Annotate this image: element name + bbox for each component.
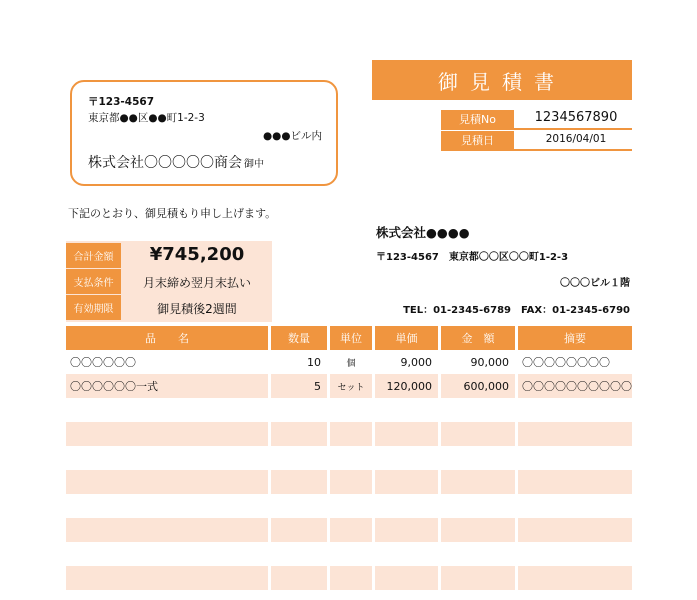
header-amount: 金 額 bbox=[441, 326, 515, 350]
empty-cell bbox=[375, 422, 438, 446]
empty-cell bbox=[66, 518, 268, 542]
empty-cell bbox=[518, 470, 632, 494]
estimate-date-label: 見積日 bbox=[441, 131, 514, 149]
recipient-address-line1: 東京都●●区●●町1-2-3 bbox=[88, 112, 205, 124]
recipient-honorific: 御中 bbox=[244, 159, 264, 170]
total-value: ¥745,200 bbox=[149, 244, 245, 265]
header-note: 摘要 bbox=[518, 326, 632, 350]
total-label: 合計金額 bbox=[66, 243, 121, 268]
recipient-address-line2: ●●●ビル内 bbox=[263, 130, 322, 142]
recipient-company-name: 株式会社〇〇〇〇〇商会 bbox=[88, 155, 242, 171]
row1-note: 〇〇〇〇〇〇〇〇 bbox=[522, 356, 610, 369]
empty-cell bbox=[518, 518, 632, 542]
row2-price: 120,000 bbox=[375, 374, 438, 398]
empty-cell bbox=[330, 422, 372, 446]
row2-item: 〇〇〇〇〇〇一式 bbox=[66, 374, 268, 398]
issuer-building: 〇〇〇ビル１階 bbox=[560, 278, 630, 289]
empty-cell bbox=[518, 422, 632, 446]
empty-cell bbox=[66, 566, 268, 590]
empty-cell bbox=[271, 470, 327, 494]
empty-cell bbox=[441, 566, 515, 590]
row1-price: 9,000 bbox=[400, 355, 432, 369]
row1-unit: 個 bbox=[346, 358, 356, 369]
row1-item: 〇〇〇〇〇〇 bbox=[70, 356, 136, 369]
payment-value: 月末締め翌月末払い bbox=[142, 276, 251, 290]
empty-cell bbox=[66, 422, 268, 446]
estimate-date-value: 2016/04/01 bbox=[545, 133, 607, 145]
intro-text: 下記のとおり、御見積もり申し上げます。 bbox=[68, 207, 277, 220]
empty-cell bbox=[375, 518, 438, 542]
empty-cell bbox=[271, 518, 327, 542]
row1-amount: 90,000 bbox=[470, 355, 509, 369]
payment-label: 支払条件 bbox=[66, 269, 121, 294]
validity-value: 御見積後2週間 bbox=[157, 302, 237, 316]
recipient-box bbox=[70, 80, 338, 186]
issuer-contact: TEL：01-2345-6789 FAX：01-2345-6790 bbox=[403, 305, 630, 316]
empty-cell bbox=[441, 470, 515, 494]
header-item: 品 名 bbox=[66, 326, 268, 350]
row2-note: 〇〇〇〇〇〇〇〇〇〇 bbox=[518, 374, 632, 398]
row2-amount: 600,000 bbox=[441, 374, 515, 398]
empty-cell bbox=[375, 470, 438, 494]
estimate-date-underline bbox=[441, 149, 632, 151]
header-unit: 単位 bbox=[330, 326, 372, 350]
estimate-no-value: 1234567890 bbox=[534, 110, 618, 125]
estimate-no-label: 見積No bbox=[441, 110, 514, 128]
empty-cell bbox=[441, 518, 515, 542]
empty-cell bbox=[441, 422, 515, 446]
header-price: 単価 bbox=[375, 326, 438, 350]
empty-cell bbox=[375, 566, 438, 590]
empty-cell bbox=[271, 422, 327, 446]
recipient-company bbox=[88, 152, 264, 172]
issuer-company: 株式会社●●●● bbox=[376, 225, 470, 240]
header-qty: 数量 bbox=[271, 326, 327, 350]
row2-qty: 5 bbox=[271, 374, 327, 398]
empty-cell bbox=[271, 566, 327, 590]
row2-unit: セット bbox=[330, 374, 372, 398]
validity-label: 有効期限 bbox=[66, 295, 121, 320]
empty-cell bbox=[330, 470, 372, 494]
document-title: 御見積書 bbox=[372, 60, 632, 100]
estimate-no-underline bbox=[441, 128, 632, 130]
empty-cell bbox=[330, 566, 372, 590]
row1-qty: 10 bbox=[307, 355, 321, 369]
empty-cell bbox=[330, 518, 372, 542]
empty-cell bbox=[518, 566, 632, 590]
empty-cell bbox=[66, 470, 268, 494]
recipient-postal: 〒123-4567 bbox=[88, 96, 154, 108]
issuer-address: 〒123-4567 東京都〇〇区〇〇町1-2-3 bbox=[376, 252, 569, 263]
